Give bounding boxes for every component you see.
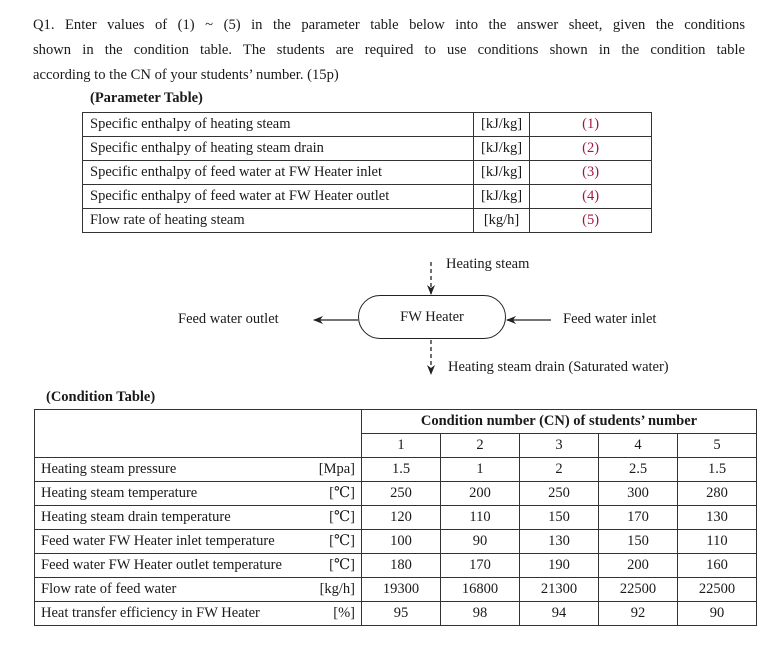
condition-unit: [℃] bbox=[329, 533, 355, 549]
condition-row bbox=[35, 578, 757, 602]
condition-value: 1.5 bbox=[362, 458, 441, 482]
condition-value: 250 bbox=[520, 482, 599, 506]
question-text bbox=[33, 13, 745, 88]
condition-value: 19300 bbox=[362, 578, 441, 602]
parameter-label: Specific enthalpy of feed water at FW Heater inlet bbox=[83, 161, 474, 185]
cn-header-3: 3 bbox=[520, 434, 599, 458]
condition-row bbox=[35, 482, 757, 506]
condition-value: 90 bbox=[441, 530, 520, 554]
condition-value: 130 bbox=[678, 506, 757, 530]
question-line-1: Q1. Enter values of (1) ~ (5) in the parameter table below into the answer sheet, given the conditions bbox=[33, 17, 745, 33]
parameter-unit: [kJ/kg] bbox=[474, 161, 530, 185]
condition-value: 250 bbox=[362, 482, 441, 506]
condition-group-header: Condition number (CN) of students’ number bbox=[362, 410, 757, 434]
condition-name: Heating steam temperature bbox=[41, 485, 198, 501]
question-line-3: according to the CN of your students’ number. (15p) bbox=[33, 67, 339, 83]
parameter-label: Specific enthalpy of heating steam bbox=[83, 113, 474, 137]
parameter-row bbox=[83, 113, 652, 137]
condition-value: 22500 bbox=[599, 578, 678, 602]
parameter-table bbox=[82, 112, 652, 233]
condition-value: 92 bbox=[599, 602, 678, 626]
condition-unit: [kg/h] bbox=[319, 581, 355, 597]
condition-value: 200 bbox=[599, 554, 678, 578]
condition-value: 190 bbox=[520, 554, 599, 578]
condition-value: 1.5 bbox=[678, 458, 757, 482]
condition-name-cell bbox=[35, 458, 362, 482]
condition-row bbox=[35, 458, 757, 482]
condition-value: 100 bbox=[362, 530, 441, 554]
parameter-answer-number: (4) bbox=[530, 185, 652, 209]
parameter-answer-number: (2) bbox=[530, 137, 652, 161]
condition-value: 1 bbox=[441, 458, 520, 482]
question-line-2: shown in the condition table. The students are required to use conditions shown in the condition table bbox=[33, 42, 745, 58]
parameter-unit: [kg/h] bbox=[474, 209, 530, 233]
condition-value: 16800 bbox=[441, 578, 520, 602]
fw-heater-diagram bbox=[0, 250, 775, 380]
condition-value: 180 bbox=[362, 554, 441, 578]
drain-label: Heating steam drain (Saturated water) bbox=[448, 359, 669, 375]
feed-water-inlet-label: Feed water inlet bbox=[563, 311, 657, 327]
condition-header-blank bbox=[35, 410, 362, 458]
cn-header-5: 5 bbox=[678, 434, 757, 458]
parameter-answer-number: (5) bbox=[530, 209, 652, 233]
parameter-unit: [kJ/kg] bbox=[474, 185, 530, 209]
cn-header-4: 4 bbox=[599, 434, 678, 458]
condition-value: 2.5 bbox=[599, 458, 678, 482]
feed-water-outlet-label: Feed water outlet bbox=[178, 311, 279, 327]
condition-value: 300 bbox=[599, 482, 678, 506]
parameter-label: Flow rate of heating steam bbox=[83, 209, 474, 233]
condition-name: Flow rate of feed water bbox=[41, 581, 177, 597]
condition-value: 95 bbox=[362, 602, 441, 626]
parameter-unit: [kJ/kg] bbox=[474, 137, 530, 161]
condition-name-cell bbox=[35, 578, 362, 602]
parameter-row bbox=[83, 137, 652, 161]
condition-row bbox=[35, 530, 757, 554]
parameter-row bbox=[83, 161, 652, 185]
condition-value: 160 bbox=[678, 554, 757, 578]
condition-value: 170 bbox=[599, 506, 678, 530]
condition-value: 2 bbox=[520, 458, 599, 482]
parameter-table-title: (Parameter Table) bbox=[90, 90, 203, 106]
condition-value: 200 bbox=[441, 482, 520, 506]
condition-value: 98 bbox=[441, 602, 520, 626]
condition-unit: [%] bbox=[333, 605, 355, 621]
condition-row bbox=[35, 506, 757, 530]
heating-steam-label: Heating steam bbox=[446, 256, 530, 272]
condition-name: Feed water FW Heater outlet temperature bbox=[41, 557, 282, 573]
condition-value: 110 bbox=[441, 506, 520, 530]
condition-unit: [℃] bbox=[329, 485, 355, 501]
condition-name-cell bbox=[35, 530, 362, 554]
condition-table bbox=[34, 409, 757, 626]
parameter-label: Specific enthalpy of feed water at FW Heater outlet bbox=[83, 185, 474, 209]
condition-name-cell bbox=[35, 506, 362, 530]
condition-unit: [Mpa] bbox=[318, 461, 355, 477]
condition-unit: [℃] bbox=[329, 557, 355, 573]
condition-value: 22500 bbox=[678, 578, 757, 602]
condition-name: Feed water FW Heater inlet temperature bbox=[41, 533, 275, 549]
condition-value: 110 bbox=[678, 530, 757, 554]
parameter-row bbox=[83, 209, 652, 233]
condition-value: 90 bbox=[678, 602, 757, 626]
cn-header-2: 2 bbox=[441, 434, 520, 458]
condition-value: 280 bbox=[678, 482, 757, 506]
parameter-unit: [kJ/kg] bbox=[474, 113, 530, 137]
condition-row bbox=[35, 554, 757, 578]
condition-name: Heat transfer efficiency in FW Heater bbox=[41, 605, 260, 621]
condition-value: 120 bbox=[362, 506, 441, 530]
condition-name-cell bbox=[35, 602, 362, 626]
condition-table-title: (Condition Table) bbox=[46, 389, 156, 405]
parameter-answer-number: (1) bbox=[530, 113, 652, 137]
condition-name: Heating steam drain temperature bbox=[41, 509, 231, 525]
fw-heater-box bbox=[358, 295, 506, 339]
condition-unit: [℃] bbox=[329, 509, 355, 525]
fw-heater-label: FW Heater bbox=[400, 308, 464, 325]
cn-header-1: 1 bbox=[362, 434, 441, 458]
condition-value: 150 bbox=[520, 506, 599, 530]
condition-value: 21300 bbox=[520, 578, 599, 602]
condition-value: 94 bbox=[520, 602, 599, 626]
condition-value: 130 bbox=[520, 530, 599, 554]
parameter-answer-number: (3) bbox=[530, 161, 652, 185]
parameter-label: Specific enthalpy of heating steam drain bbox=[83, 137, 474, 161]
condition-value: 170 bbox=[441, 554, 520, 578]
condition-value: 150 bbox=[599, 530, 678, 554]
parameter-row bbox=[83, 185, 652, 209]
condition-name-cell bbox=[35, 482, 362, 506]
condition-name-cell bbox=[35, 554, 362, 578]
condition-name: Heating steam pressure bbox=[41, 461, 177, 477]
condition-row bbox=[35, 602, 757, 626]
